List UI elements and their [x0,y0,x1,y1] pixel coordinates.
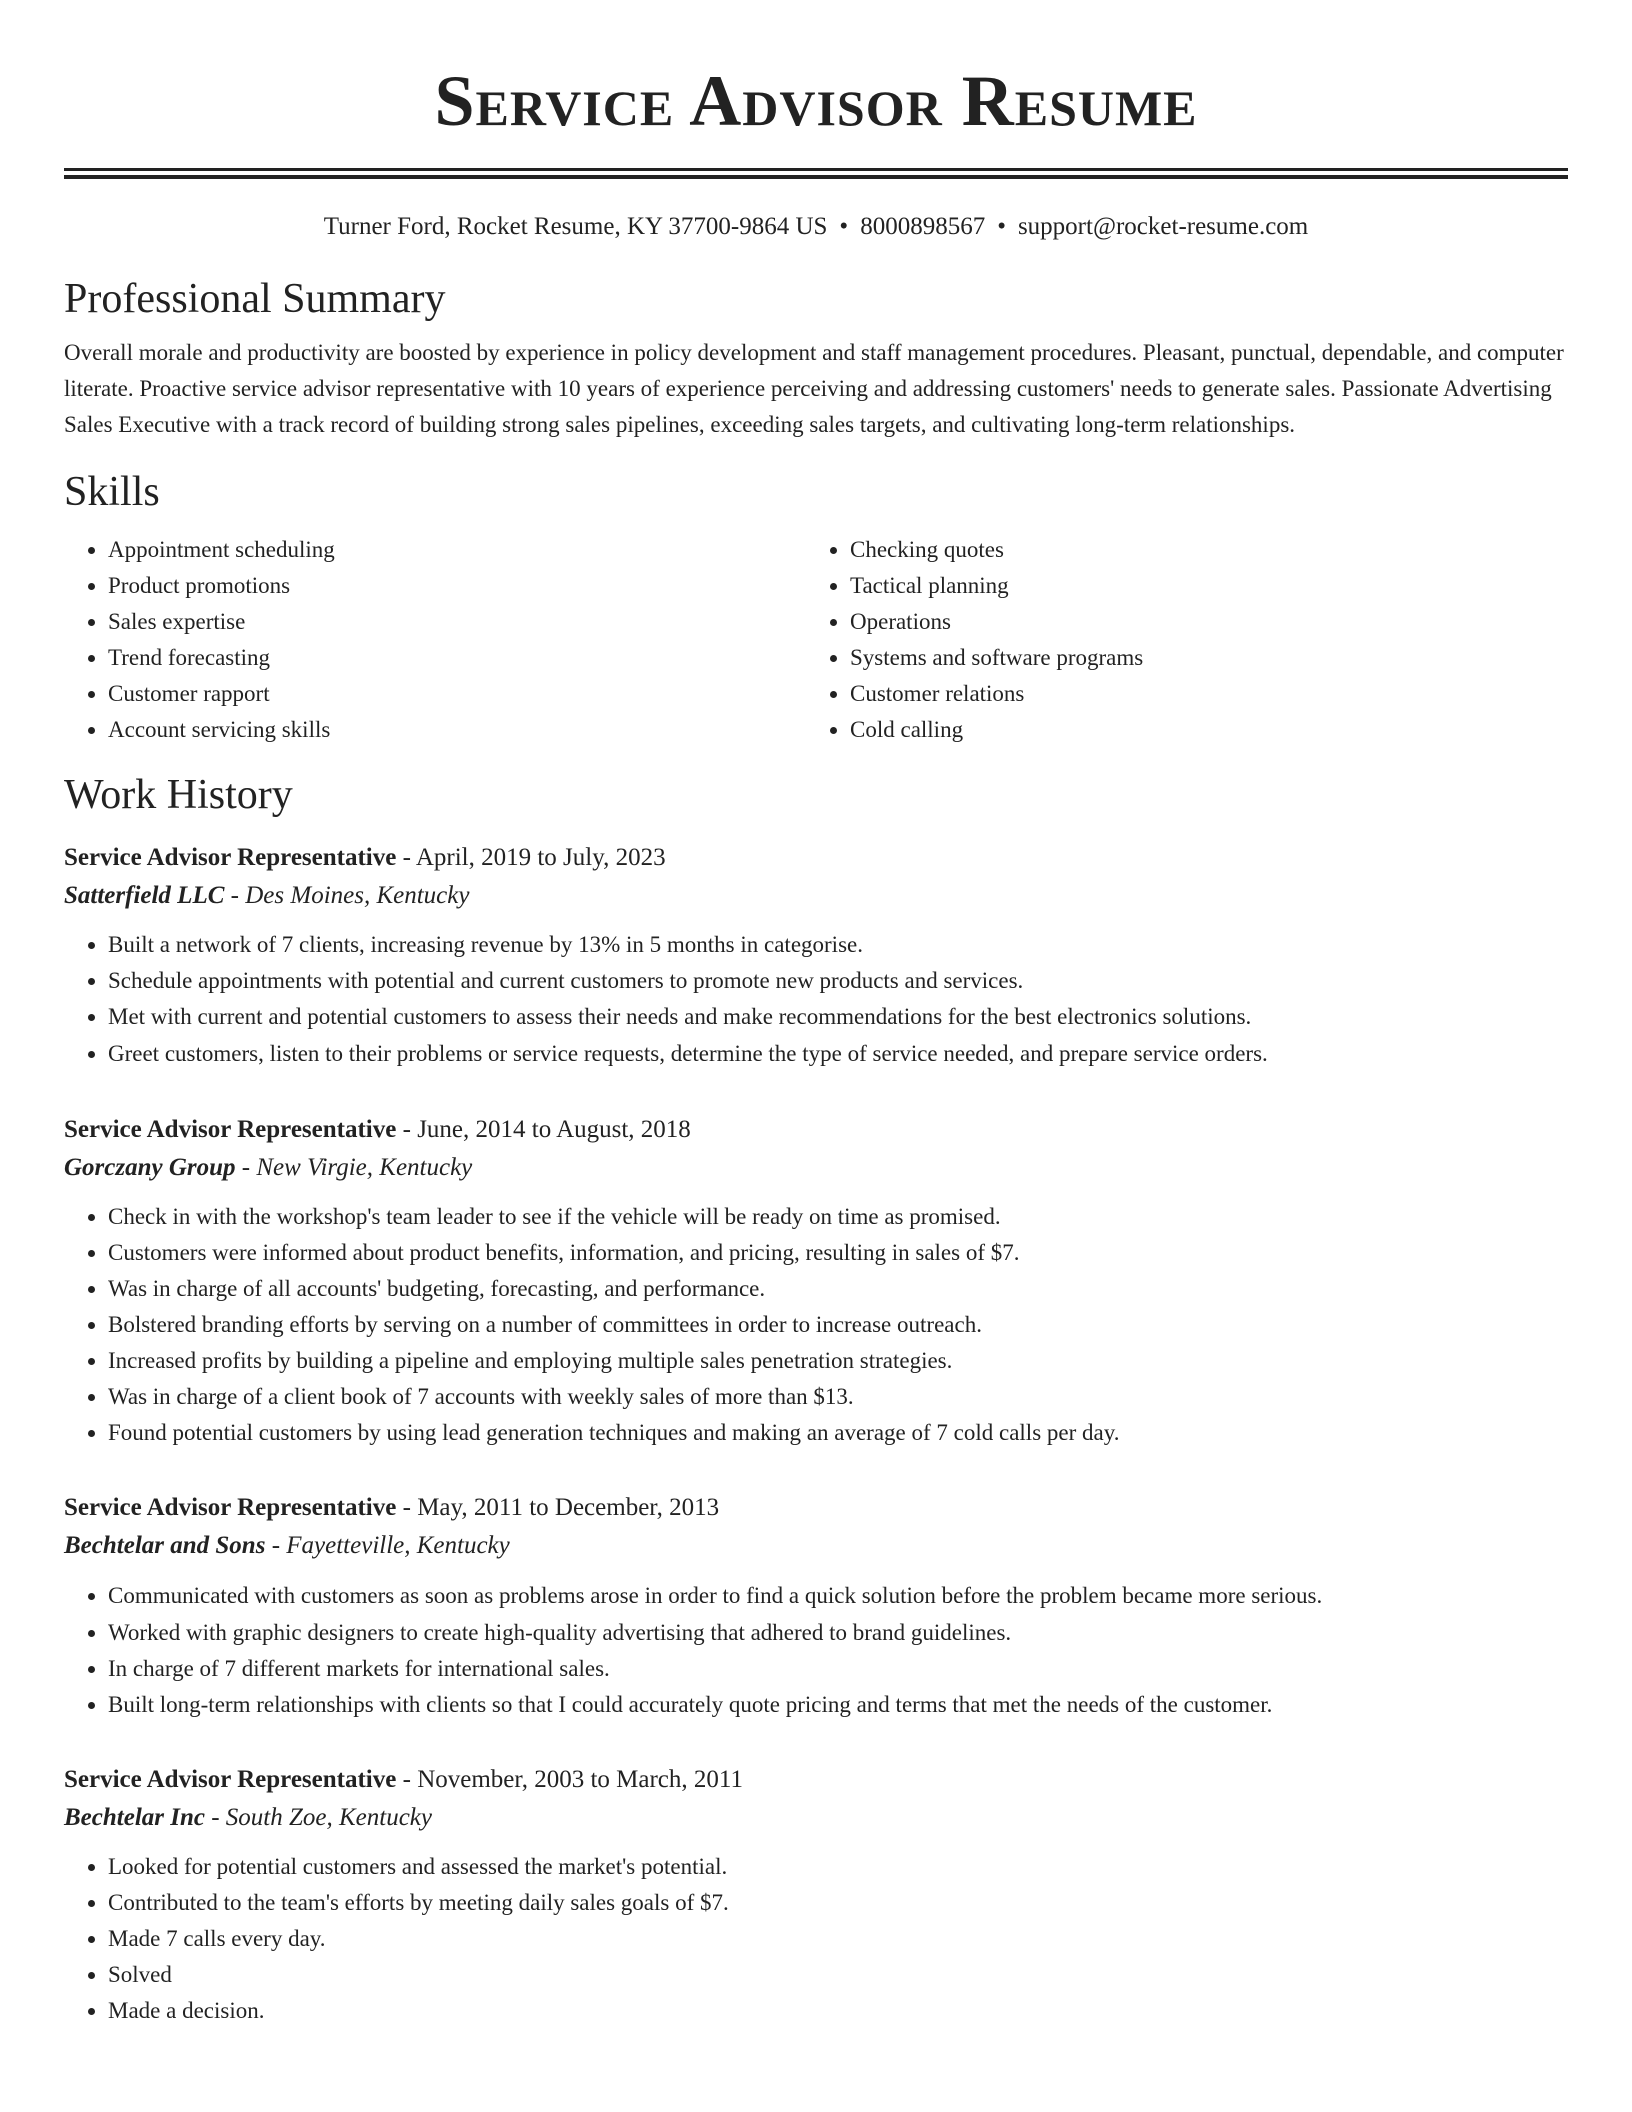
job-bullet: • Schedule appointments with potential and current customers to promote new products and services. [108,963,1568,999]
work-history-heading: Work History [64,772,293,818]
job-company-line: Bechtelar and Sons - Fayetteville, Kentucky [64,1532,510,1559]
skills-list [64,532,1568,748]
skill-item: • Operations [850,604,1504,640]
job-header: Service Advisor Representative - April, 2019 to July, 2023 [64,844,666,871]
skill-item: • Trend forecasting [108,640,762,676]
job-role: Service Advisor Representative [64,1116,397,1143]
job-location: South Zoe, Kentucky [225,1804,432,1831]
contact-phone: 8000898567 [860,213,986,240]
resume-page [64,0,1568,2029]
job-bullets [64,1199,1568,1451]
job-bullets [64,1577,1568,1723]
skills-heading: Skills [64,469,160,515]
skills-column-right [806,532,1504,748]
job-entry [64,1111,1568,1451]
job-bullet: • Bolstered branding efforts by serving on a number of committees in order to increase outreach. [108,1307,1568,1343]
contact-email: support@rocket-resume.com [1017,213,1309,240]
job-dates: November, 2003 to March, 2011 [417,1766,743,1793]
job-bullet: • Made 7 calls every day. [108,1921,1568,1957]
page-title: Service Advisor Resume [434,61,1198,141]
skill-item: • Customer relations [850,676,1504,712]
job-company-line: Bechtelar Inc - South Zoe, Kentucky [64,1804,432,1831]
job-bullet: • In charge of 7 different markets for international sales. [108,1651,1568,1687]
summary-text: Overall morale and productivity are boosted by experience in policy development and staff management procedures. Pleasant, punctual, dependable, and computer literate. Proactive service advisor representative with 10 years of experience perceiving and addressing customers' needs to generate sales. Passionate Advertising Sales Executive with a track record of building strong sales pipelines, exceeding sales targets, and cultivating long-term relationships. [64,340,1564,437]
job-location: New Virgie, Kentucky [256,1154,473,1181]
skill-item: • Appointment scheduling [108,532,762,568]
job-bullet: • Found potential customers by using lead generation techniques and making an average of 7 cold calls per day. [108,1415,1568,1451]
job-bullet: • Built long-term relationships with clients so that I could accurately quote pricing and terms that met the needs of the customer. [108,1687,1568,1723]
job-entry [64,1761,1568,2029]
job-bullet: • Was in charge of a client book of 7 accounts with weekly sales of more than $13. [108,1379,1568,1415]
job-bullets [64,927,1568,1073]
job-header: Service Advisor Representative - June, 2014 to August, 2018 [64,1116,691,1143]
job-role: Service Advisor Representative [64,844,397,871]
job-bullet: • Customers were informed about product benefits, information, and pricing, resulting in sales of $7. [108,1235,1568,1271]
skill-item: • Account servicing skills [108,712,762,748]
job-company: Bechtelar and Sons [64,1532,266,1559]
job-bullet: • Communicated with customers as soon as problems arose in order to find a quick solution before the problem became more serious. [108,1577,1568,1615]
skill-item: • Systems and software programs [850,640,1504,676]
job-location: Fayetteville, Kentucky [286,1532,510,1559]
contact-line [64,210,1568,244]
job-bullet: • Increased profits by building a pipeline and employing multiple sales penetration strategies. [108,1343,1568,1379]
job-role: Service Advisor Representative [64,1766,397,1793]
job-company-line: Gorczany Group - New Virgie, Kentucky [64,1154,473,1181]
job-entry [64,1489,1568,1723]
job-entry [64,839,1568,1073]
job-header: Service Advisor Representative - November, 2003 to March, 2011 [64,1766,743,1793]
contact-separator: • [839,213,849,240]
skill-item: • Cold calling [850,712,1504,748]
job-bullet: • Greet customers, listen to their problems or service requests, determine the type of service needed, and prepare service orders. [108,1035,1568,1073]
job-company: Satterfield LLC [64,882,225,909]
skill-item: • Checking quotes [850,532,1504,568]
job-dates: June, 2014 to August, 2018 [417,1116,691,1143]
contact-address: Turner Ford, Rocket Resume, KY 37700-9864 US [323,213,828,240]
summary-heading: Professional Summary [64,276,446,322]
job-bullet: • Check in with the workshop's team leader to see if the vehicle will be ready on time as promised. [108,1199,1568,1235]
title-divider [64,168,1568,179]
skill-item: • Tactical planning [850,568,1504,604]
job-bullet: • Worked with graphic designers to create high-quality advertising that adhered to brand guidelines. [108,1615,1568,1651]
job-dates: April, 2019 to July, 2023 [415,844,666,871]
job-bullet: • Was in charge of all accounts' budgeting, forecasting, and performance. [108,1271,1568,1307]
skills-column-left [64,532,762,748]
job-company: Bechtelar Inc [64,1804,205,1831]
job-company: Gorczany Group [64,1154,236,1181]
job-bullets [64,1849,1568,2029]
skill-item: • Product promotions [108,568,762,604]
skill-item: • Customer rapport [108,676,762,712]
job-bullet: • Built a network of 7 clients, increasing revenue by 13% in 5 months in categorise. [108,927,1568,963]
job-company-line: Satterfield LLC - Des Moines, Kentucky [64,882,470,909]
job-bullet: • Met with current and potential customers to assess their needs and make recommendations for the best electronics solutions. [108,999,1568,1035]
job-bullet: • Contributed to the team's efforts by meeting daily sales goals of $7. [108,1885,1568,1921]
job-role: Service Advisor Representative [64,1494,397,1521]
contact-separator: • [997,213,1006,240]
job-header: Service Advisor Representative - May, 2011 to December, 2013 [64,1494,720,1521]
job-bullet: • Made a decision. [108,1993,1568,2029]
job-dates: May, 2011 to December, 2013 [417,1494,720,1521]
skill-item: • Sales expertise [108,604,762,640]
job-location: Des Moines, Kentucky [245,882,470,909]
job-bullet: • Looked for potential customers and assessed the market's potential. [108,1849,1568,1885]
job-bullet: • Solved [108,1957,1568,1993]
